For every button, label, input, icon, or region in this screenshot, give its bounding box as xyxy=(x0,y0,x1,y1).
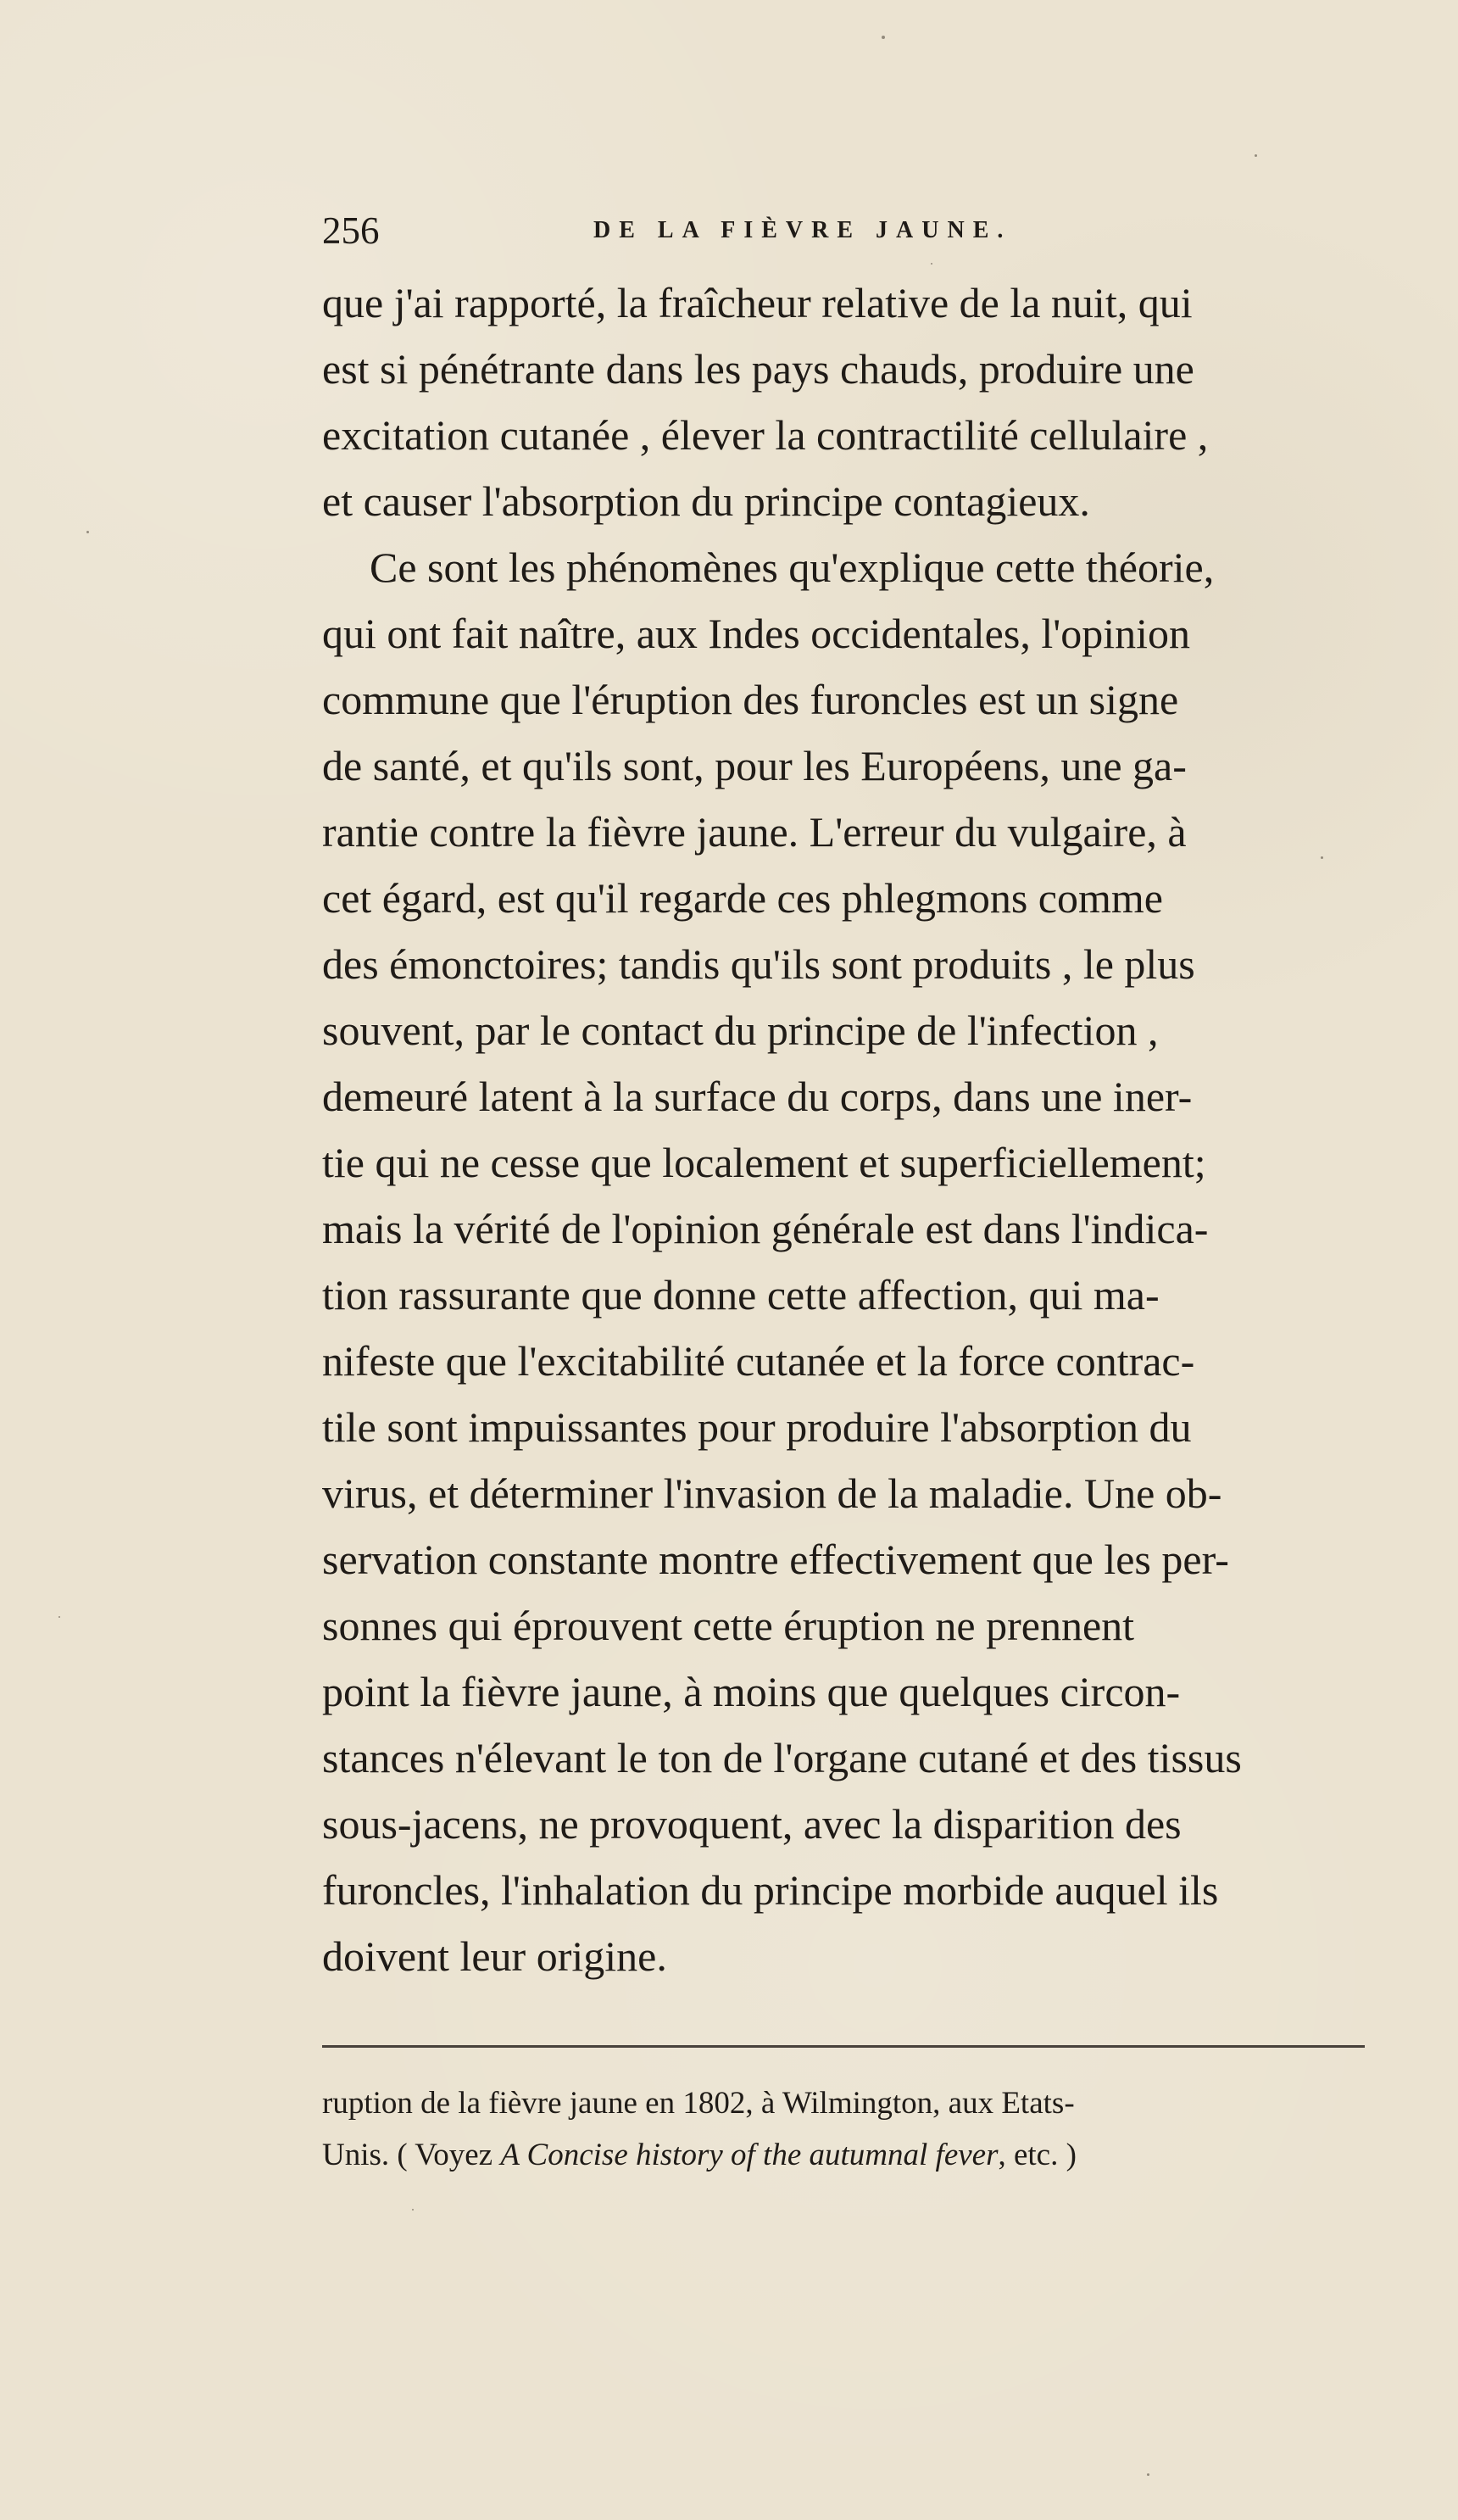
page-speck xyxy=(58,1616,60,1618)
text-line: point la fièvre jaune, à moins que quelques circon- xyxy=(322,1668,1181,1715)
page-speck xyxy=(412,2209,414,2211)
text-line: rantie contre la fièvre jaune. L'erreur du vulgaire, à xyxy=(322,808,1187,856)
text-line: demeuré latent à la surface du corps, dans une iner- xyxy=(322,1073,1193,1120)
running-head xyxy=(322,209,1170,259)
page-number: 256 xyxy=(322,209,380,252)
running-title: DE LA FIÈVRE JAUNE. xyxy=(593,217,1012,243)
paragraph-start-line: Ce sont les phénomènes qu'explique cette théorie, xyxy=(370,544,1215,591)
page-speck xyxy=(1255,154,1257,157)
text-line: virus, et déterminer l'invasion de la maladie. Une ob- xyxy=(322,1469,1222,1517)
text-line: de santé, et qu'ils sont, pour les Européens, une ga- xyxy=(322,742,1187,789)
text-line: commune que l'éruption des furoncles est un signe xyxy=(322,676,1179,723)
page-speck xyxy=(1321,856,1323,859)
text-line: mais la vérité de l'opinion générale est dans l'indica- xyxy=(322,1205,1209,1252)
text-line: tie qui ne cesse que localement et superficiellement; xyxy=(322,1139,1206,1186)
text-line: souvent, par le contact du principe de l'infection , xyxy=(322,1006,1159,1054)
text-line: que j'ai rapporté, la fraîcheur relative de la nuit, qui xyxy=(322,279,1193,326)
text-line: excitation cutanée , élever la contractilité cellulaire , xyxy=(322,411,1209,459)
page-speck xyxy=(882,36,885,39)
text-line: servation constante montre effectivement que les per- xyxy=(322,1536,1229,1583)
text-line: stances n'élevant le ton de l'organe cutané et des tissus xyxy=(322,1734,1242,1781)
text-line: nifeste que l'excitabilité cutanée et la force contrac- xyxy=(322,1337,1195,1385)
footnote-line xyxy=(322,2129,1424,2181)
text-line: sous-jacens, ne provoquent, avec la disparition des xyxy=(322,1800,1182,1848)
text-line: cet égard, est qu'il regarde ces phlegmons comme xyxy=(322,874,1163,922)
main-text xyxy=(322,270,1380,1989)
footnote xyxy=(322,2077,1424,2181)
text-line: qui ont fait naître, aux Indes occidentales, l'opinion xyxy=(322,610,1190,657)
page-speck xyxy=(86,531,89,533)
text-line: tile sont impuissantes pour produire l'absorption du xyxy=(322,1403,1192,1451)
text-line: des émonctoires; tandis qu'ils sont produits , le plus xyxy=(322,940,1195,988)
text-line: tion rassurante que donne cette affection, qui ma- xyxy=(322,1271,1160,1319)
page-speck xyxy=(931,263,932,265)
text-line: doivent leur origine. xyxy=(322,1932,667,1980)
text-line: et causer l'absorption du principe contagieux. xyxy=(322,477,1090,525)
text-line: furoncles, l'inhalation du principe morbide auquel ils xyxy=(322,1866,1219,1914)
text-line: sonnes qui éprouvent cette éruption ne prennent xyxy=(322,1602,1135,1649)
footnote-prefix: Unis. ( Voyez xyxy=(322,2138,501,2172)
footnote-rule xyxy=(322,2045,1365,2048)
footnote-suffix: , etc. ) xyxy=(998,2138,1077,2172)
footnote-book-title: A Concise history of the autumnal fever xyxy=(500,2138,999,2172)
footnote-line: ruption de la fièvre jaune en 1802, à Wilmington, aux Etats- xyxy=(322,2086,1075,2121)
text-line: est si pénétrante dans les pays chauds, produire une xyxy=(322,345,1194,393)
page-speck xyxy=(1147,2473,1149,2476)
